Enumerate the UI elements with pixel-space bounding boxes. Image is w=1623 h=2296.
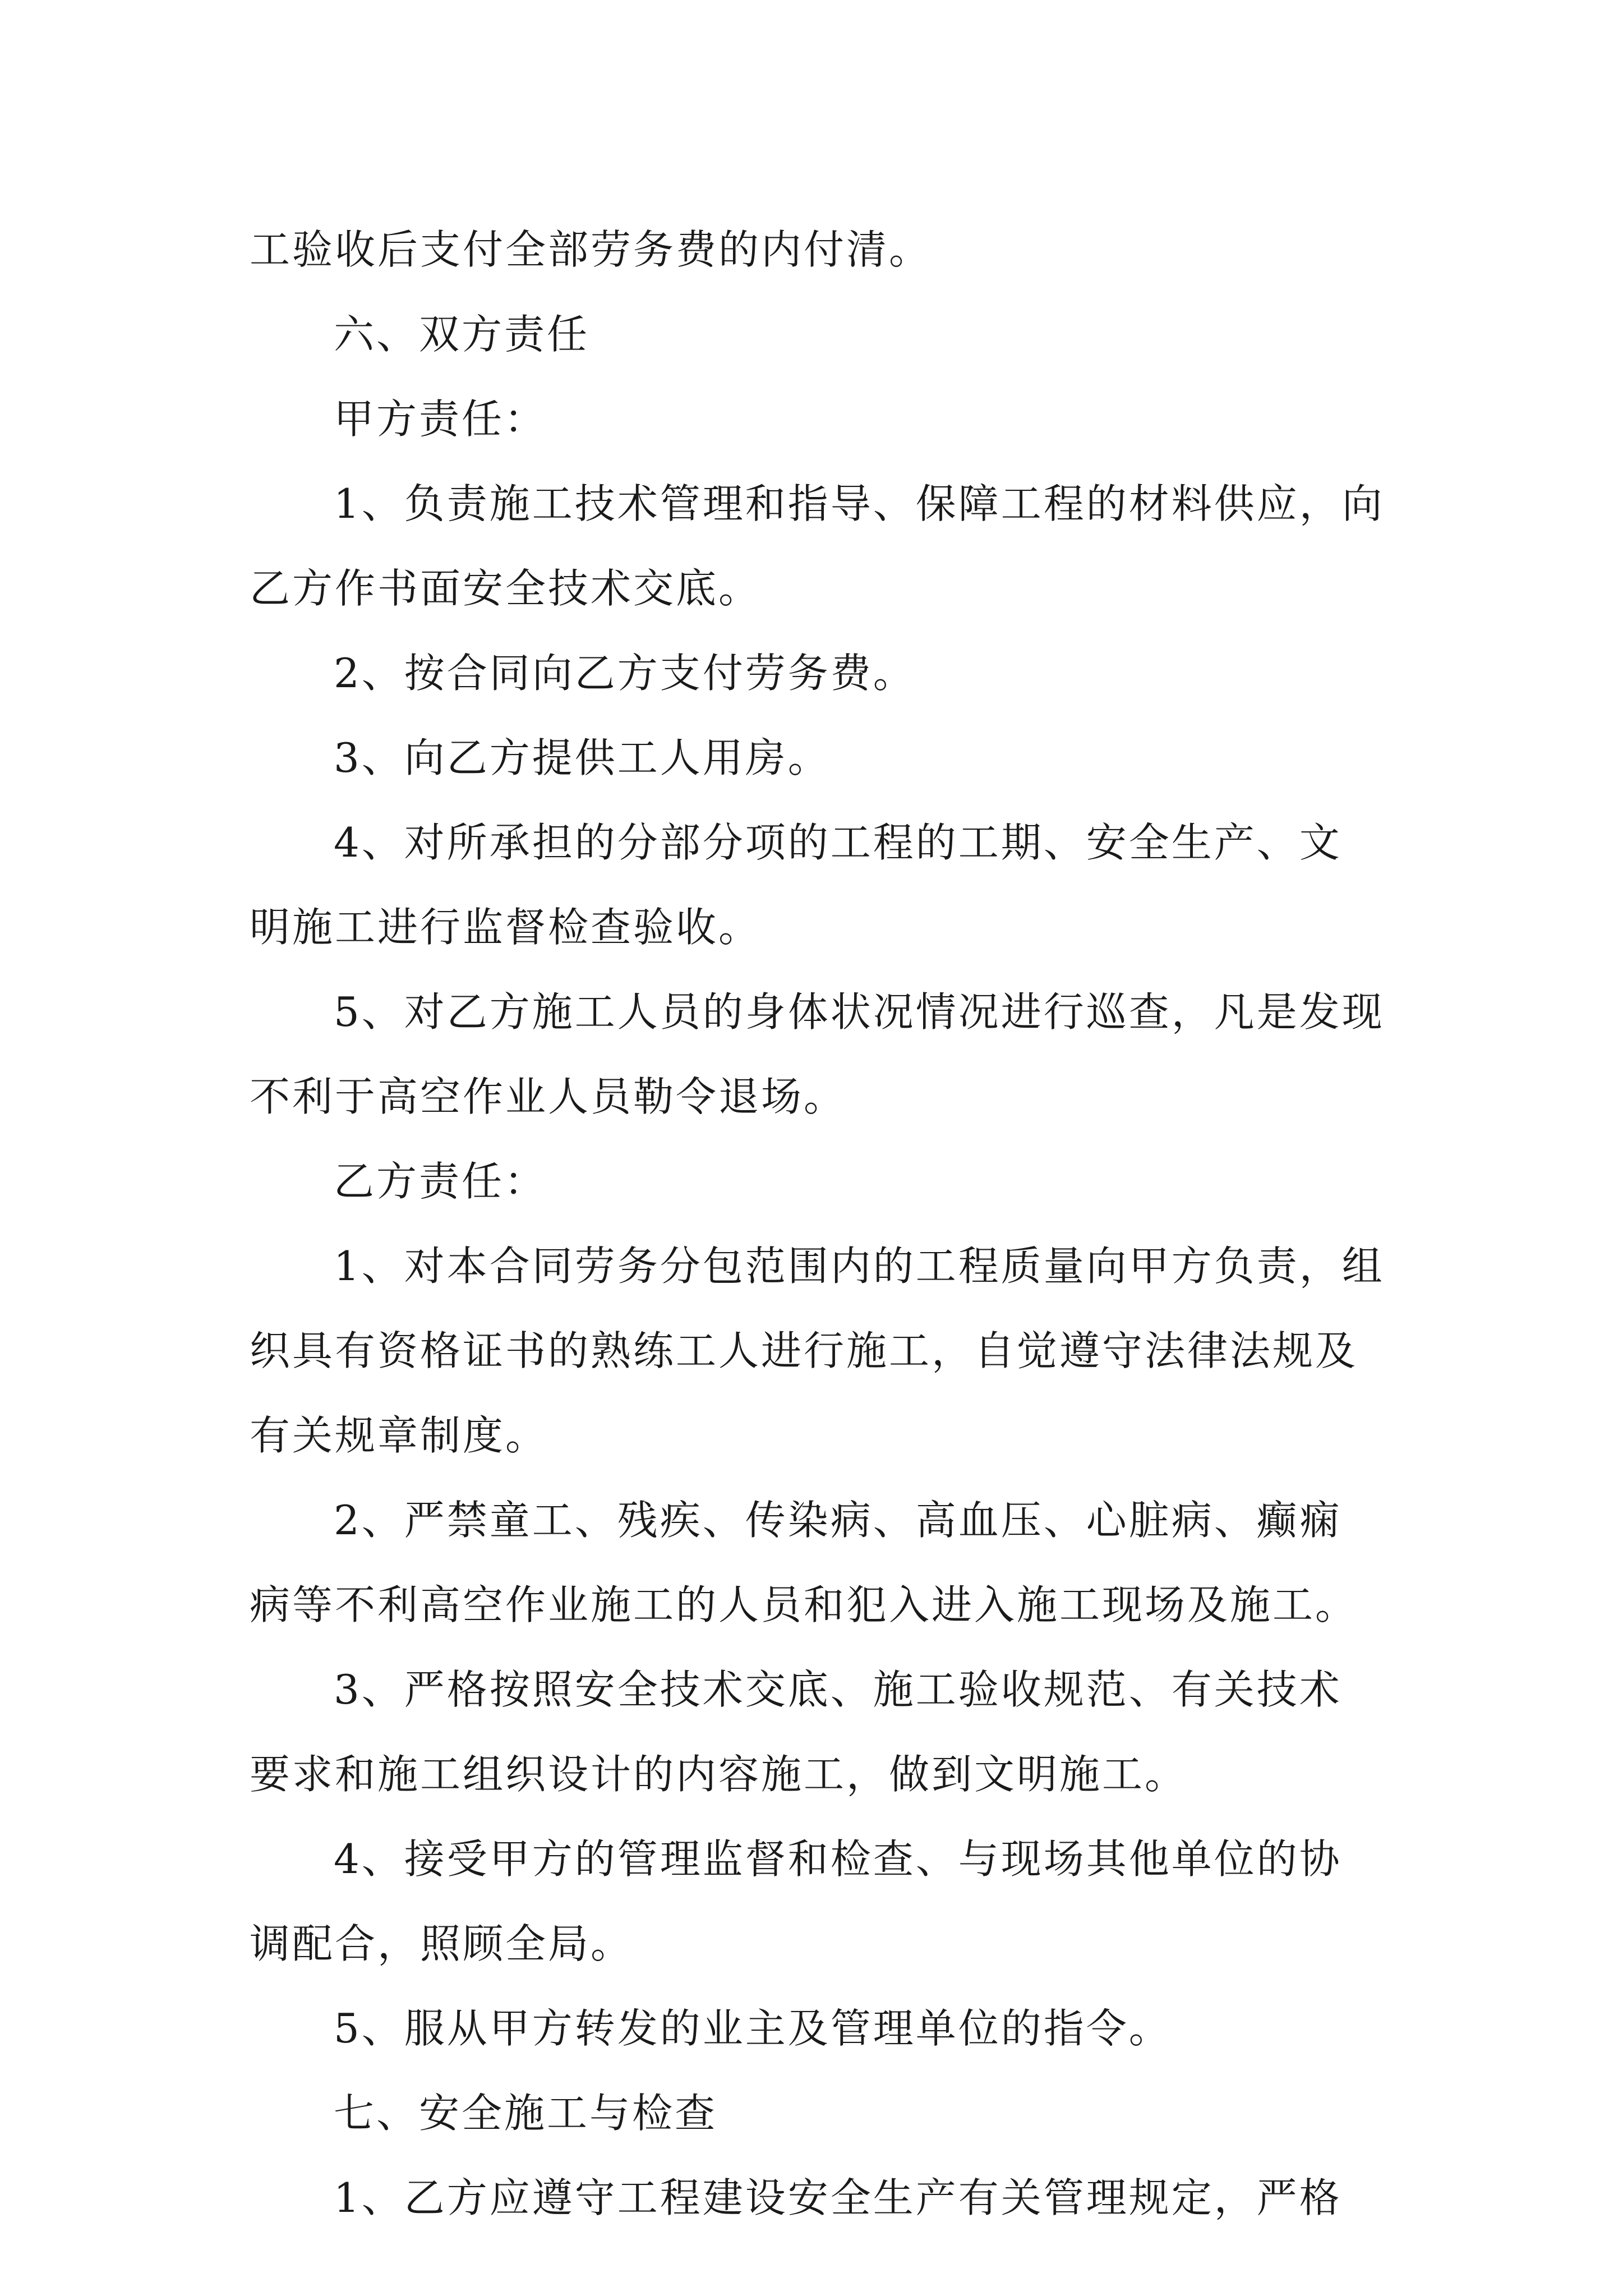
section-heading: 六、双方责任: [334, 311, 590, 358]
text-line: 不利于高空作业人员勒令退场。: [250, 1073, 847, 1120]
section-heading: 七、安全施工与检查: [334, 2090, 718, 2137]
text-line: 工验收后支付全部劳务费的内付清。: [250, 226, 932, 273]
document-page: [250, 208, 1394, 2240]
subsection-heading: 乙方责任：: [334, 1158, 547, 1205]
text-line: 1、对本合同劳务分包范围内的工程质量向甲方负责，组: [334, 1243, 1385, 1290]
text-line: 要求和施工组织设计的内容施工，做到文明施工。: [250, 1751, 1188, 1798]
text-line: 织具有资格证书的熟练工人进行施工，自觉遵守法律法规及: [250, 1327, 1358, 1374]
subsection-heading: 甲方责任：: [334, 395, 547, 443]
text-line: 5、服从甲方转发的业主及管理单位的指令。: [334, 2005, 1172, 2052]
text-line: 3、向乙方提供工人用房。: [334, 734, 831, 781]
text-line: 3、严格按照安全技术交底、施工验收规范、有关技术: [334, 1666, 1342, 1713]
text-line: 明施工进行监督检查验收。: [250, 904, 762, 951]
text-line: 病等不利高空作业施工的人员和犯入进入施工现场及施工。: [250, 1581, 1358, 1628]
text-line: 2、严禁童工、残疾、传染病、高血压、心脏病、癫痫: [334, 1497, 1342, 1544]
text-line: 有关规章制度。: [250, 1412, 548, 1459]
text-line: 1、乙方应遵守工程建设安全生产有关管理规定，严格: [334, 2174, 1342, 2221]
text-line: 4、对所承担的分部分项的工程的工期、安全生产、文: [334, 819, 1342, 866]
text-line: 乙方作书面安全技术交底。: [250, 565, 762, 612]
text-line: 2、按合同向乙方支付劳务费。: [334, 650, 916, 697]
text-line: 4、接受甲方的管理监督和检查、与现场其他单位的协: [334, 1835, 1342, 1883]
text-line: 调配合，照顾全局。: [250, 1920, 634, 1967]
text-line: 1、负责施工技术管理和指导、保障工程的材料供应，向: [334, 480, 1385, 527]
text-line: 5、对乙方施工人员的身体状况情况进行巡查，凡是发现: [334, 988, 1385, 1036]
